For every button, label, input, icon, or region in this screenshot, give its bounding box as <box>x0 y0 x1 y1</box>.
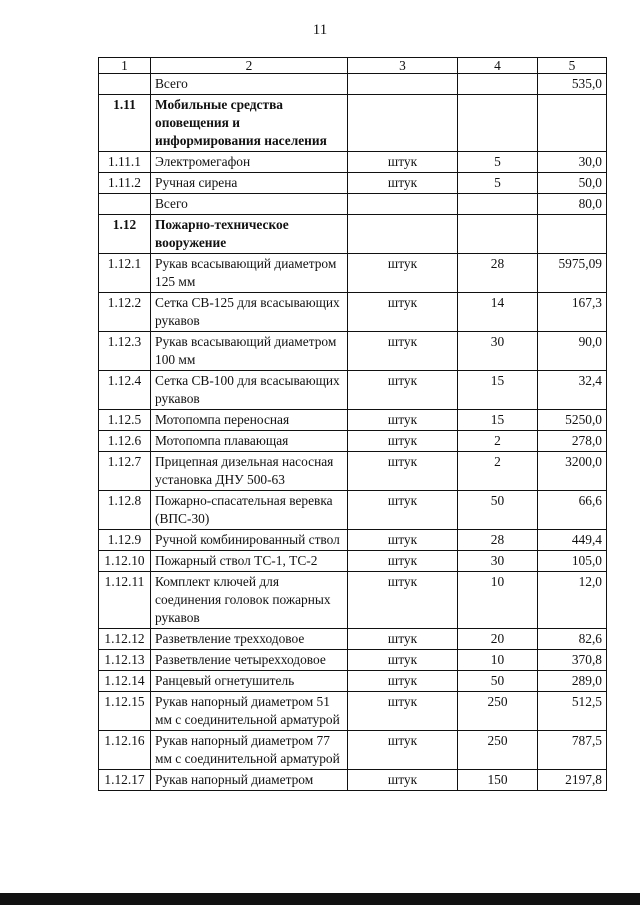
item-name-cell: Пожарно-спасательная веревка (ВПС-30) <box>151 491 348 530</box>
quantity-cell: 5 <box>458 173 538 194</box>
unit-cell <box>348 95 458 152</box>
column-header: 5 <box>538 58 607 74</box>
item-name-cell: Комплект ключей для соединения головок пожарных рукавов <box>151 572 348 629</box>
unit-cell: штук <box>348 332 458 371</box>
item-name-cell: Разветвление трехходовое <box>151 629 348 650</box>
unit-cell: штук <box>348 692 458 731</box>
quantity-cell: 30 <box>458 551 538 572</box>
value-cell: 66,6 <box>538 491 607 530</box>
table-row <box>99 173 607 194</box>
unit-cell: штук <box>348 452 458 491</box>
quantity-cell: 5 <box>458 152 538 173</box>
quantity-cell: 20 <box>458 629 538 650</box>
unit-cell <box>348 74 458 95</box>
item-number-cell: 1.12.10 <box>99 551 151 572</box>
quantity-cell: 2 <box>458 452 538 491</box>
page-number: 11 <box>312 22 328 38</box>
item-number-cell: 1.12.15 <box>99 692 151 731</box>
item-number-cell: 1.11.2 <box>99 173 151 194</box>
item-number-cell: 1.12.17 <box>99 770 151 791</box>
value-cell: 5250,0 <box>538 410 607 431</box>
unit-cell: штук <box>348 629 458 650</box>
value-cell: 535,0 <box>538 74 607 95</box>
unit-cell: штук <box>348 551 458 572</box>
item-name-cell: Разветвление четырехходовое <box>151 650 348 671</box>
table-row <box>99 692 607 731</box>
value-cell: 90,0 <box>538 332 607 371</box>
quantity-cell: 250 <box>458 692 538 731</box>
value-cell: 32,4 <box>538 371 607 410</box>
value-cell: 5975,09 <box>538 254 607 293</box>
table-row <box>99 371 607 410</box>
value-cell: 512,5 <box>538 692 607 731</box>
table-row <box>99 731 607 770</box>
value-cell: 2197,8 <box>538 770 607 791</box>
quantity-cell: 10 <box>458 650 538 671</box>
item-name-cell: Рукав напорный диаметром 51 мм с соединительной арматурой <box>151 692 348 731</box>
value-cell: 3200,0 <box>538 452 607 491</box>
item-name-cell: Всего <box>151 194 348 215</box>
table-row <box>99 431 607 452</box>
item-name-cell: Мотопомпа переносная <box>151 410 348 431</box>
value-cell: 12,0 <box>538 572 607 629</box>
quantity-cell: 15 <box>458 371 538 410</box>
item-number-cell: 1.12.11 <box>99 572 151 629</box>
unit-cell: штук <box>348 173 458 194</box>
item-name-cell: Прицепная дизельная насосная установка ДНУ 500-63 <box>151 452 348 491</box>
item-name-cell: Ручной комбинированный ствол <box>151 530 348 551</box>
value-cell: 167,3 <box>538 293 607 332</box>
quantity-cell: 10 <box>458 572 538 629</box>
column-header: 2 <box>151 58 348 74</box>
table-row <box>99 254 607 293</box>
item-name-cell: Рукав напорный диаметром <box>151 770 348 791</box>
item-number-cell: 1.12.2 <box>99 293 151 332</box>
item-number-cell: 1.12.1 <box>99 254 151 293</box>
table-row <box>99 551 607 572</box>
unit-cell: штук <box>348 371 458 410</box>
item-name-cell: Сетка СВ-125 для всасывающих рукавов <box>151 293 348 332</box>
value-cell: 80,0 <box>538 194 607 215</box>
unit-cell: штук <box>348 152 458 173</box>
item-name-cell: Ручная сирена <box>151 173 348 194</box>
quantity-cell: 14 <box>458 293 538 332</box>
unit-cell: штук <box>348 731 458 770</box>
unit-cell <box>348 194 458 215</box>
item-name-cell: Пожарно-техническое вооружение <box>151 215 348 254</box>
value-cell: 370,8 <box>538 650 607 671</box>
value-cell: 82,6 <box>538 629 607 650</box>
item-number-cell: 1.12.4 <box>99 371 151 410</box>
item-number-cell: 1.11 <box>99 95 151 152</box>
quantity-cell: 50 <box>458 671 538 692</box>
value-cell: 787,5 <box>538 731 607 770</box>
value-cell: 289,0 <box>538 671 607 692</box>
item-number-cell: 1.12.13 <box>99 650 151 671</box>
value-cell: 50,0 <box>538 173 607 194</box>
quantity-cell: 150 <box>458 770 538 791</box>
item-name-cell: Сетка СВ-100 для всасывающих рукавов <box>151 371 348 410</box>
item-name-cell: Мобильные средства оповещения и информирования населения <box>151 95 348 152</box>
table-row <box>99 194 607 215</box>
quantity-cell: 28 <box>458 254 538 293</box>
table-row <box>99 452 607 491</box>
quantity-cell: 28 <box>458 530 538 551</box>
table-row <box>99 671 607 692</box>
table-body <box>99 74 607 791</box>
quantity-cell <box>458 95 538 152</box>
item-name-cell: Рукав всасывающий диаметром 125 мм <box>151 254 348 293</box>
table-row <box>99 572 607 629</box>
quantity-cell <box>458 215 538 254</box>
table-row <box>99 152 607 173</box>
unit-cell: штук <box>348 530 458 551</box>
quantity-cell: 50 <box>458 491 538 530</box>
item-name-cell: Рукав напорный диаметром 77 мм с соединительной арматурой <box>151 731 348 770</box>
column-header: 3 <box>348 58 458 74</box>
unit-cell: штук <box>348 431 458 452</box>
unit-cell: штук <box>348 254 458 293</box>
unit-cell <box>348 215 458 254</box>
table-row <box>99 650 607 671</box>
value-cell: 278,0 <box>538 431 607 452</box>
table-row <box>99 410 607 431</box>
column-header: 4 <box>458 58 538 74</box>
quantity-cell: 2 <box>458 431 538 452</box>
unit-cell: штук <box>348 410 458 431</box>
table-row <box>99 530 607 551</box>
value-cell <box>538 95 607 152</box>
column-header: 1 <box>99 58 151 74</box>
quantity-cell <box>458 194 538 215</box>
item-name-cell: Мотопомпа плавающая <box>151 431 348 452</box>
item-number-cell: 1.12 <box>99 215 151 254</box>
item-number-cell <box>99 194 151 215</box>
item-number-cell: 1.12.5 <box>99 410 151 431</box>
quantity-cell: 15 <box>458 410 538 431</box>
table-row <box>99 491 607 530</box>
unit-cell: штук <box>348 293 458 332</box>
item-number-cell <box>99 74 151 95</box>
item-number-cell: 1.12.6 <box>99 431 151 452</box>
item-number-cell: 1.12.16 <box>99 731 151 770</box>
value-cell: 30,0 <box>538 152 607 173</box>
unit-cell: штук <box>348 491 458 530</box>
item-name-cell: Ранцевый огнетушитель <box>151 671 348 692</box>
item-name-cell: Электромегафон <box>151 152 348 173</box>
item-number-cell: 1.12.9 <box>99 530 151 551</box>
item-name-cell: Всего <box>151 74 348 95</box>
table-row <box>99 293 607 332</box>
quantity-cell: 30 <box>458 332 538 371</box>
item-name-cell: Рукав всасывающий диаметром 100 мм <box>151 332 348 371</box>
item-number-cell: 1.12.7 <box>99 452 151 491</box>
table-row <box>99 332 607 371</box>
item-name-cell: Пожарный ствол ТС-1, ТС-2 <box>151 551 348 572</box>
value-cell: 105,0 <box>538 551 607 572</box>
quantity-cell <box>458 74 538 95</box>
item-number-cell: 1.11.1 <box>99 152 151 173</box>
unit-cell: штук <box>348 650 458 671</box>
item-number-cell: 1.12.12 <box>99 629 151 650</box>
item-number-cell: 1.12.8 <box>99 491 151 530</box>
unit-cell: штук <box>348 671 458 692</box>
unit-cell: штук <box>348 572 458 629</box>
table-row <box>99 629 607 650</box>
table-row <box>99 74 607 95</box>
item-number-cell: 1.12.3 <box>99 332 151 371</box>
unit-cell: штук <box>348 770 458 791</box>
equipment-table <box>98 57 607 791</box>
item-number-cell: 1.12.14 <box>99 671 151 692</box>
value-cell <box>538 215 607 254</box>
section-row <box>99 95 607 152</box>
quantity-cell: 250 <box>458 731 538 770</box>
table-header-row <box>99 58 607 74</box>
table-row <box>99 770 607 791</box>
value-cell: 449,4 <box>538 530 607 551</box>
scan-edge-bar <box>0 893 640 905</box>
section-row <box>99 215 607 254</box>
